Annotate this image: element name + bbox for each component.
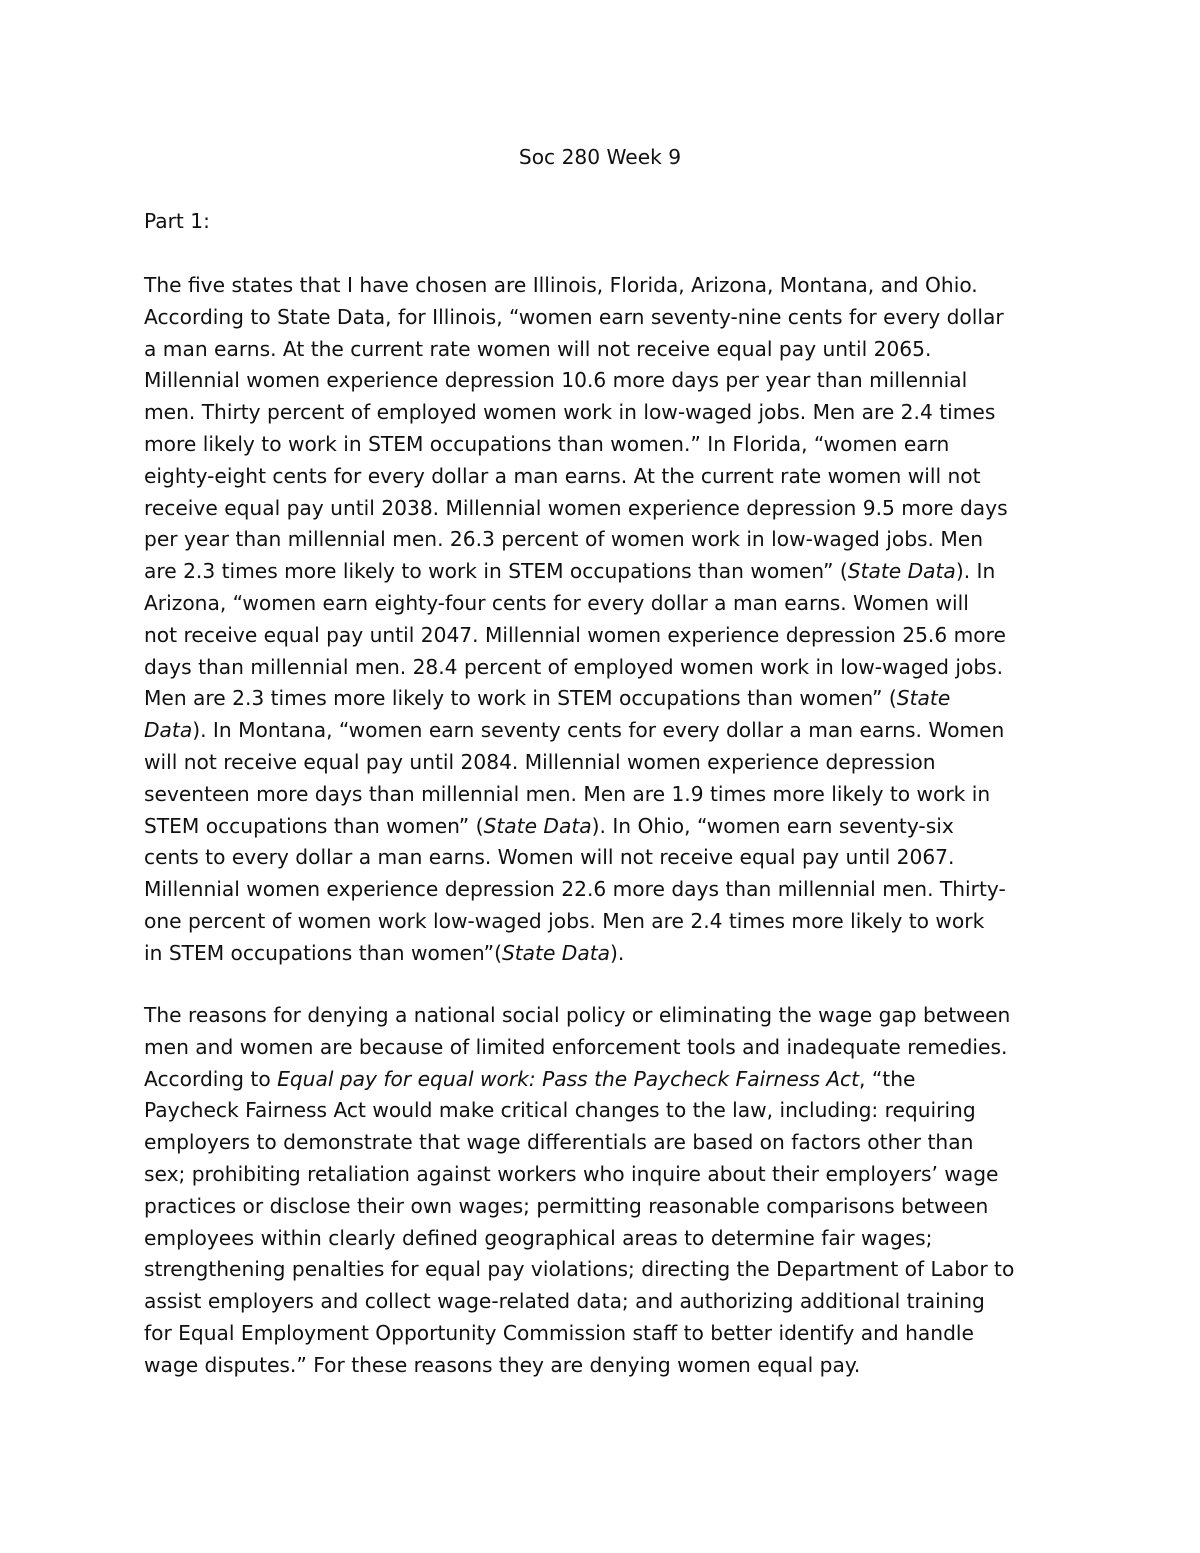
text-line xyxy=(144,1191,1064,1223)
text-run: Paycheck Fairness Act would make critical changes to the law, including: requiring xyxy=(144,1098,976,1123)
text-line xyxy=(144,1286,1064,1318)
text-line xyxy=(144,874,1064,906)
text-line xyxy=(144,365,1064,397)
text-line xyxy=(144,1350,1064,1382)
text-run: seventeen more days than millennial men. Men are 1.9 times more likely to work in xyxy=(144,781,991,806)
text-run: per year than millennial men. 26.3 percent of women work in low-waged jobs. Men xyxy=(144,527,984,552)
text-run: days than millennial men. 28.4 percent of employed women work in low-waged jobs. xyxy=(144,654,1004,679)
text-run: Millennial women experience depression 10.6 more days per year than millennial xyxy=(144,368,968,393)
text-line xyxy=(144,1127,1064,1159)
text-line xyxy=(144,683,1064,715)
text-line xyxy=(144,1032,1064,1064)
text-run: The five states that I have chosen are Illinois, Florida, Arizona, Montana, and Ohio. xyxy=(144,273,978,297)
text-line xyxy=(144,397,1064,429)
italic-citation: State Data xyxy=(501,940,611,965)
text-run: The reasons for denying a national social policy or eliminating the wage gap between xyxy=(144,1003,1011,1027)
text-run: ). In xyxy=(955,559,996,584)
text-run: a man earns. At the current rate women will not receive equal pay until 2065. xyxy=(144,336,932,361)
text-line xyxy=(144,1000,1064,1032)
text-line xyxy=(144,747,1064,779)
paragraph-state-data xyxy=(144,270,1064,970)
text-run: employees within clearly defined geographical areas to determine fair wages; xyxy=(144,1225,933,1250)
text-line xyxy=(144,556,1064,588)
text-run: more likely to work in STEM occupations than women.” In Florida, “women earn xyxy=(144,431,950,456)
text-run: wage disputes.” For these reasons they are denying women equal pay. xyxy=(144,1352,861,1377)
text-line xyxy=(144,1064,1064,1096)
italic-citation: State xyxy=(896,686,951,711)
paragraph-policy-reasons xyxy=(144,1000,1064,1382)
text-line xyxy=(144,493,1064,525)
italic-citation: Data xyxy=(144,718,193,743)
text-run: According to State Data, for Illinois, “women earn seventy-nine cents for every dollar xyxy=(144,304,1004,329)
text-run: are 2.3 times more likely to work in STEM occupations than women” ( xyxy=(144,559,848,584)
text-run: will not receive equal pay until 2084. Millennial women experience depression xyxy=(144,749,936,774)
text-run: for Equal Employment Opportunity Commission staff to better identify and handle xyxy=(144,1320,974,1345)
text-run: men and women are because of limited enforcement tools and inadequate remedies. xyxy=(144,1034,1008,1059)
text-run: receive equal pay until 2038. Millennial women experience depression 9.5 more days xyxy=(144,495,1008,520)
italic-citation: State Data xyxy=(483,813,592,838)
text-run: not receive equal pay until 2047. Millennial women experience depression 25.6 more xyxy=(144,622,1006,647)
italic-citation: State Data xyxy=(847,559,956,584)
text-line xyxy=(144,1254,1064,1286)
text-line xyxy=(144,270,1064,302)
text-line xyxy=(144,842,1064,874)
text-run: STEM occupations than women” ( xyxy=(144,813,484,838)
text-run: employers to demonstrate that wage differentials are based on factors other than xyxy=(144,1130,974,1155)
text-line xyxy=(144,1095,1064,1127)
italic-citation: Equal pay for equal work: Pass the Paycheck Fairness Act xyxy=(277,1066,860,1091)
text-run: Men are 2.3 times more likely to work in STEM occupations than women” ( xyxy=(144,686,897,711)
text-line xyxy=(144,938,1064,970)
text-run: ). In Ohio, “women earn seventy-six xyxy=(591,813,954,838)
text-line xyxy=(144,779,1064,811)
text-line xyxy=(144,1159,1064,1191)
text-line xyxy=(144,429,1064,461)
text-line xyxy=(144,1223,1064,1255)
text-run: sex; prohibiting retaliation against workers who inquire about their employers’ wage xyxy=(144,1161,999,1186)
text-run: According to xyxy=(144,1066,278,1091)
text-run: practices or disclose their own wages; permitting reasonable comparisons between xyxy=(144,1193,989,1218)
text-line xyxy=(144,811,1064,843)
text-run: assist employers and collect wage-related data; and authorizing additional training xyxy=(144,1289,985,1314)
text-line xyxy=(144,334,1064,366)
text-line xyxy=(144,1318,1064,1350)
text-run: strengthening penalties for equal pay violations; directing the Department of Labor to xyxy=(144,1257,1015,1282)
text-run: one percent of women work low-waged jobs. Men are 2.4 times more likely to work xyxy=(144,908,985,933)
section-label: Part 1: xyxy=(144,209,210,233)
text-line xyxy=(144,524,1064,556)
text-line xyxy=(144,588,1064,620)
text-run: in STEM occupations than women”( xyxy=(144,940,502,965)
text-line xyxy=(144,461,1064,493)
text-run: eighty-eight cents for every dollar a man earns. At the current rate women will not xyxy=(144,463,981,488)
text-line xyxy=(144,652,1064,684)
document-title: Soc 280 Week 9 xyxy=(518,145,682,169)
text-run: men. Thirty percent of employed women work in low-waged jobs. Men are 2.4 times xyxy=(144,400,996,425)
text-line xyxy=(144,715,1064,747)
text-run: , “the xyxy=(859,1066,916,1091)
text-run: ). xyxy=(610,940,625,965)
text-run: ). In Montana, “women earn seventy cents for every dollar a man earns. Women xyxy=(192,718,1005,743)
text-run: cents to every dollar a man earns. Women will not receive equal pay until 2067. xyxy=(144,845,955,870)
text-run: Millennial women experience depression 22.6 more days than millennial men. Thirty- xyxy=(144,877,1006,902)
text-line xyxy=(144,302,1064,334)
text-line xyxy=(144,906,1064,938)
text-line xyxy=(144,620,1064,652)
text-run: Arizona, “women earn eighty-four cents for every dollar a man earns. Women will xyxy=(144,590,969,615)
